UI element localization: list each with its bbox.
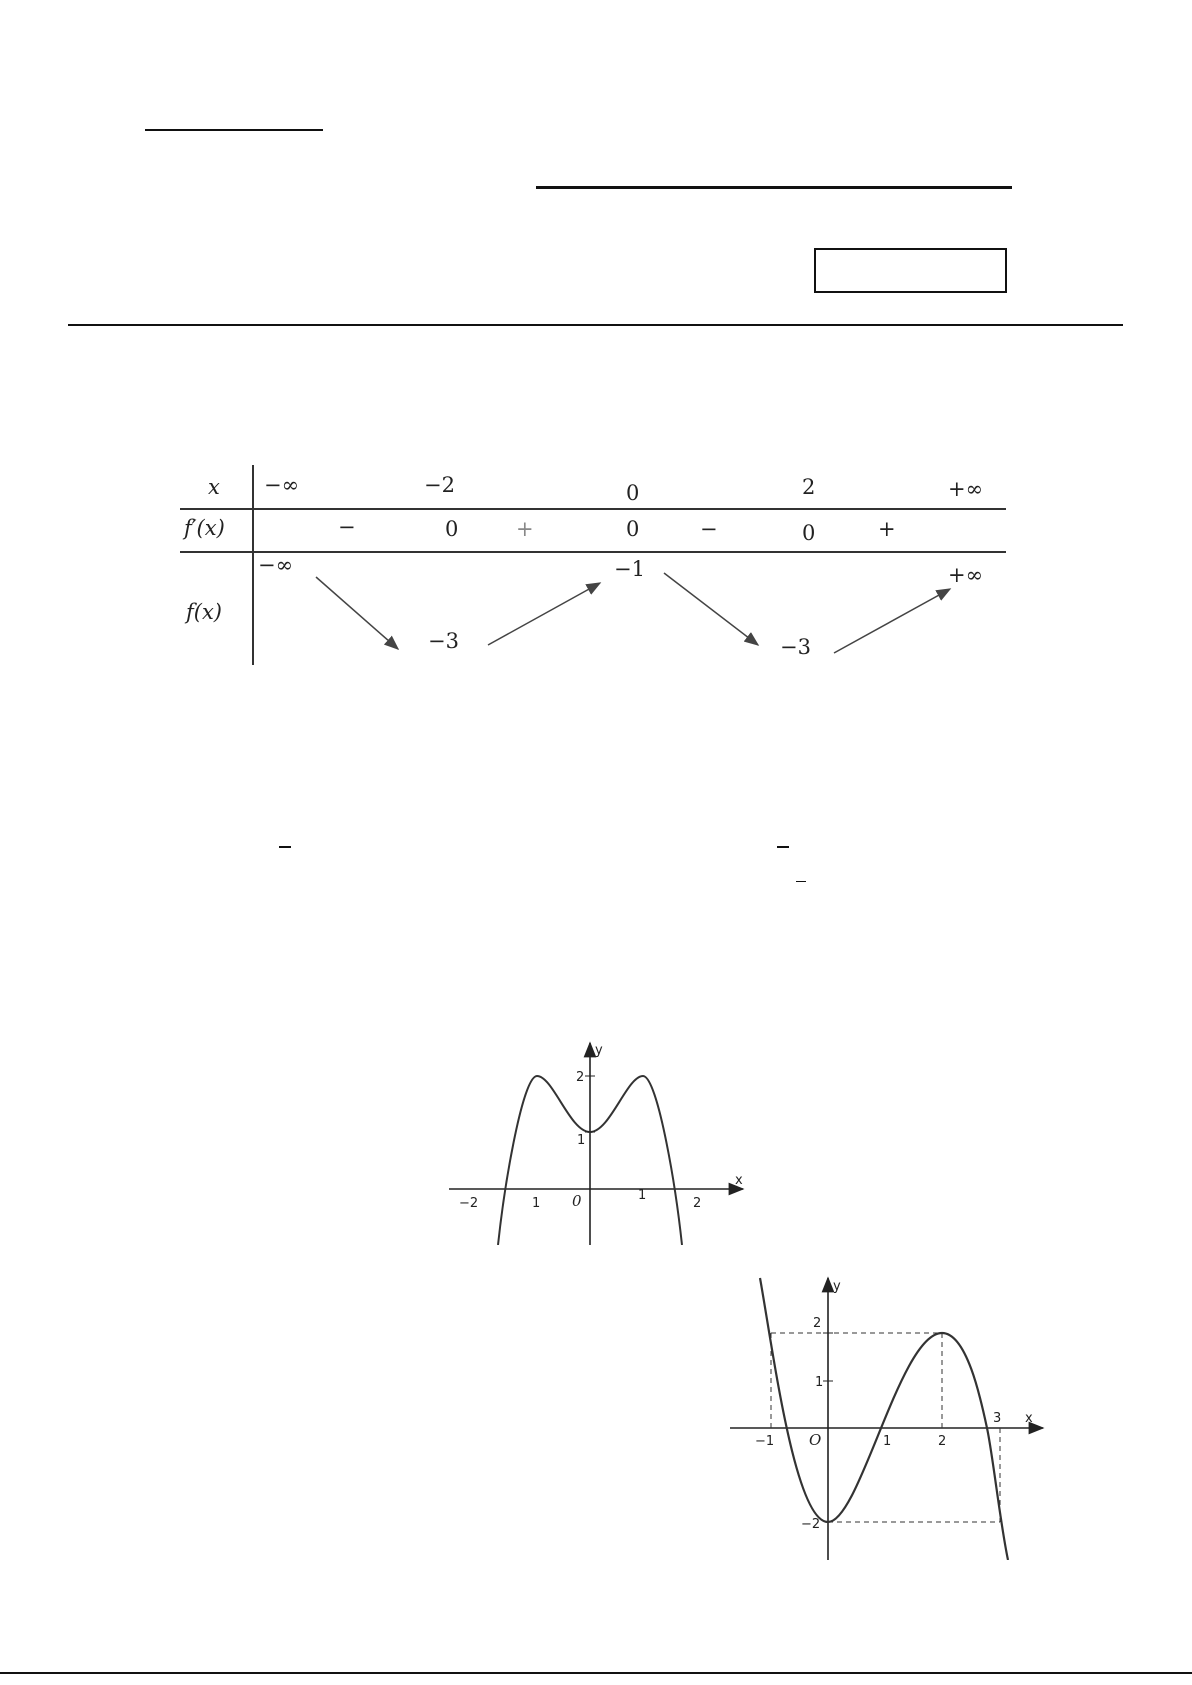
- graph2-xtick-3: 3: [993, 1411, 1002, 1426]
- graph1-x-label: x: [735, 1173, 743, 1188]
- arrow-increasing-2: [834, 589, 950, 653]
- graph1-xtick-2: 2: [693, 1196, 702, 1211]
- graph2-origin: O: [809, 1431, 822, 1449]
- graph-cubic: [725, 1270, 1050, 1560]
- fraction-bar-1: [279, 846, 291, 848]
- fprime-zero-2: 0: [626, 517, 640, 541]
- graph1-xtick-neg2: −2: [459, 1196, 479, 1211]
- graph2-y-label: y: [833, 1279, 841, 1294]
- fprime-sign-1: −: [338, 515, 356, 539]
- graph2-ytick-2: 2: [813, 1316, 822, 1331]
- f-value-min1: −3: [428, 629, 459, 653]
- graph1-ytick-2: 2: [576, 1070, 585, 1085]
- f-value-min2: −3: [780, 635, 811, 659]
- f-value-start: −∞: [258, 553, 294, 577]
- fprime-sign-2: +: [516, 517, 534, 541]
- fprime-zero-3: 0: [802, 521, 816, 545]
- row-label-f: f(x): [186, 600, 223, 624]
- graph1-origin: 0: [572, 1192, 582, 1210]
- arrow-decreasing-2: [664, 573, 758, 645]
- row-label-fprime: f′(x): [184, 516, 225, 540]
- row-label-x: x: [208, 475, 220, 499]
- header-separator: [68, 324, 1123, 326]
- graph2-ytick-neg2: −2: [801, 1517, 821, 1532]
- fraction-bar-3: [796, 881, 806, 882]
- fraction-bar-2: [777, 846, 789, 848]
- x-value-0: 0: [626, 481, 640, 505]
- arrow-decreasing-1: [316, 577, 398, 649]
- graph2-xtick-neg1: −1: [755, 1434, 775, 1449]
- x-value-neg-inf: −∞: [264, 473, 300, 497]
- graph1-ytick-1: 1: [577, 1133, 586, 1148]
- school-name-underline: [145, 129, 323, 131]
- graph1-y-label: y: [595, 1043, 603, 1058]
- fprime-sign-4: +: [878, 517, 896, 541]
- graph1-xtick-neg1: 1: [532, 1196, 541, 1211]
- arrow-increasing-1: [488, 583, 600, 645]
- x-value-pos-inf: +∞: [948, 477, 984, 501]
- exam-code-box: [814, 248, 1007, 293]
- variation-arrows: [180, 465, 1006, 665]
- variation-table: [180, 465, 1006, 665]
- graph2-xtick-2: 2: [938, 1434, 947, 1449]
- f-value-max: −1: [614, 557, 645, 581]
- graph2-ytick-1: 1: [815, 1375, 824, 1390]
- graph1-xtick-1: 1: [638, 1188, 647, 1203]
- exam-title-underline: [536, 186, 1012, 189]
- f-value-end: +∞: [948, 563, 984, 587]
- fprime-zero-1: 0: [445, 517, 459, 541]
- fprime-sign-3: −: [700, 517, 718, 541]
- x-value-neg2: −2: [424, 473, 455, 497]
- x-value-2: 2: [802, 475, 816, 499]
- graph2-curve: [760, 1278, 1008, 1560]
- graph-quartic: [445, 1040, 750, 1245]
- footer-rule: [0, 1672, 1192, 1674]
- graph2-xtick-1: 1: [883, 1434, 892, 1449]
- graph2-x-label: x: [1025, 1411, 1033, 1426]
